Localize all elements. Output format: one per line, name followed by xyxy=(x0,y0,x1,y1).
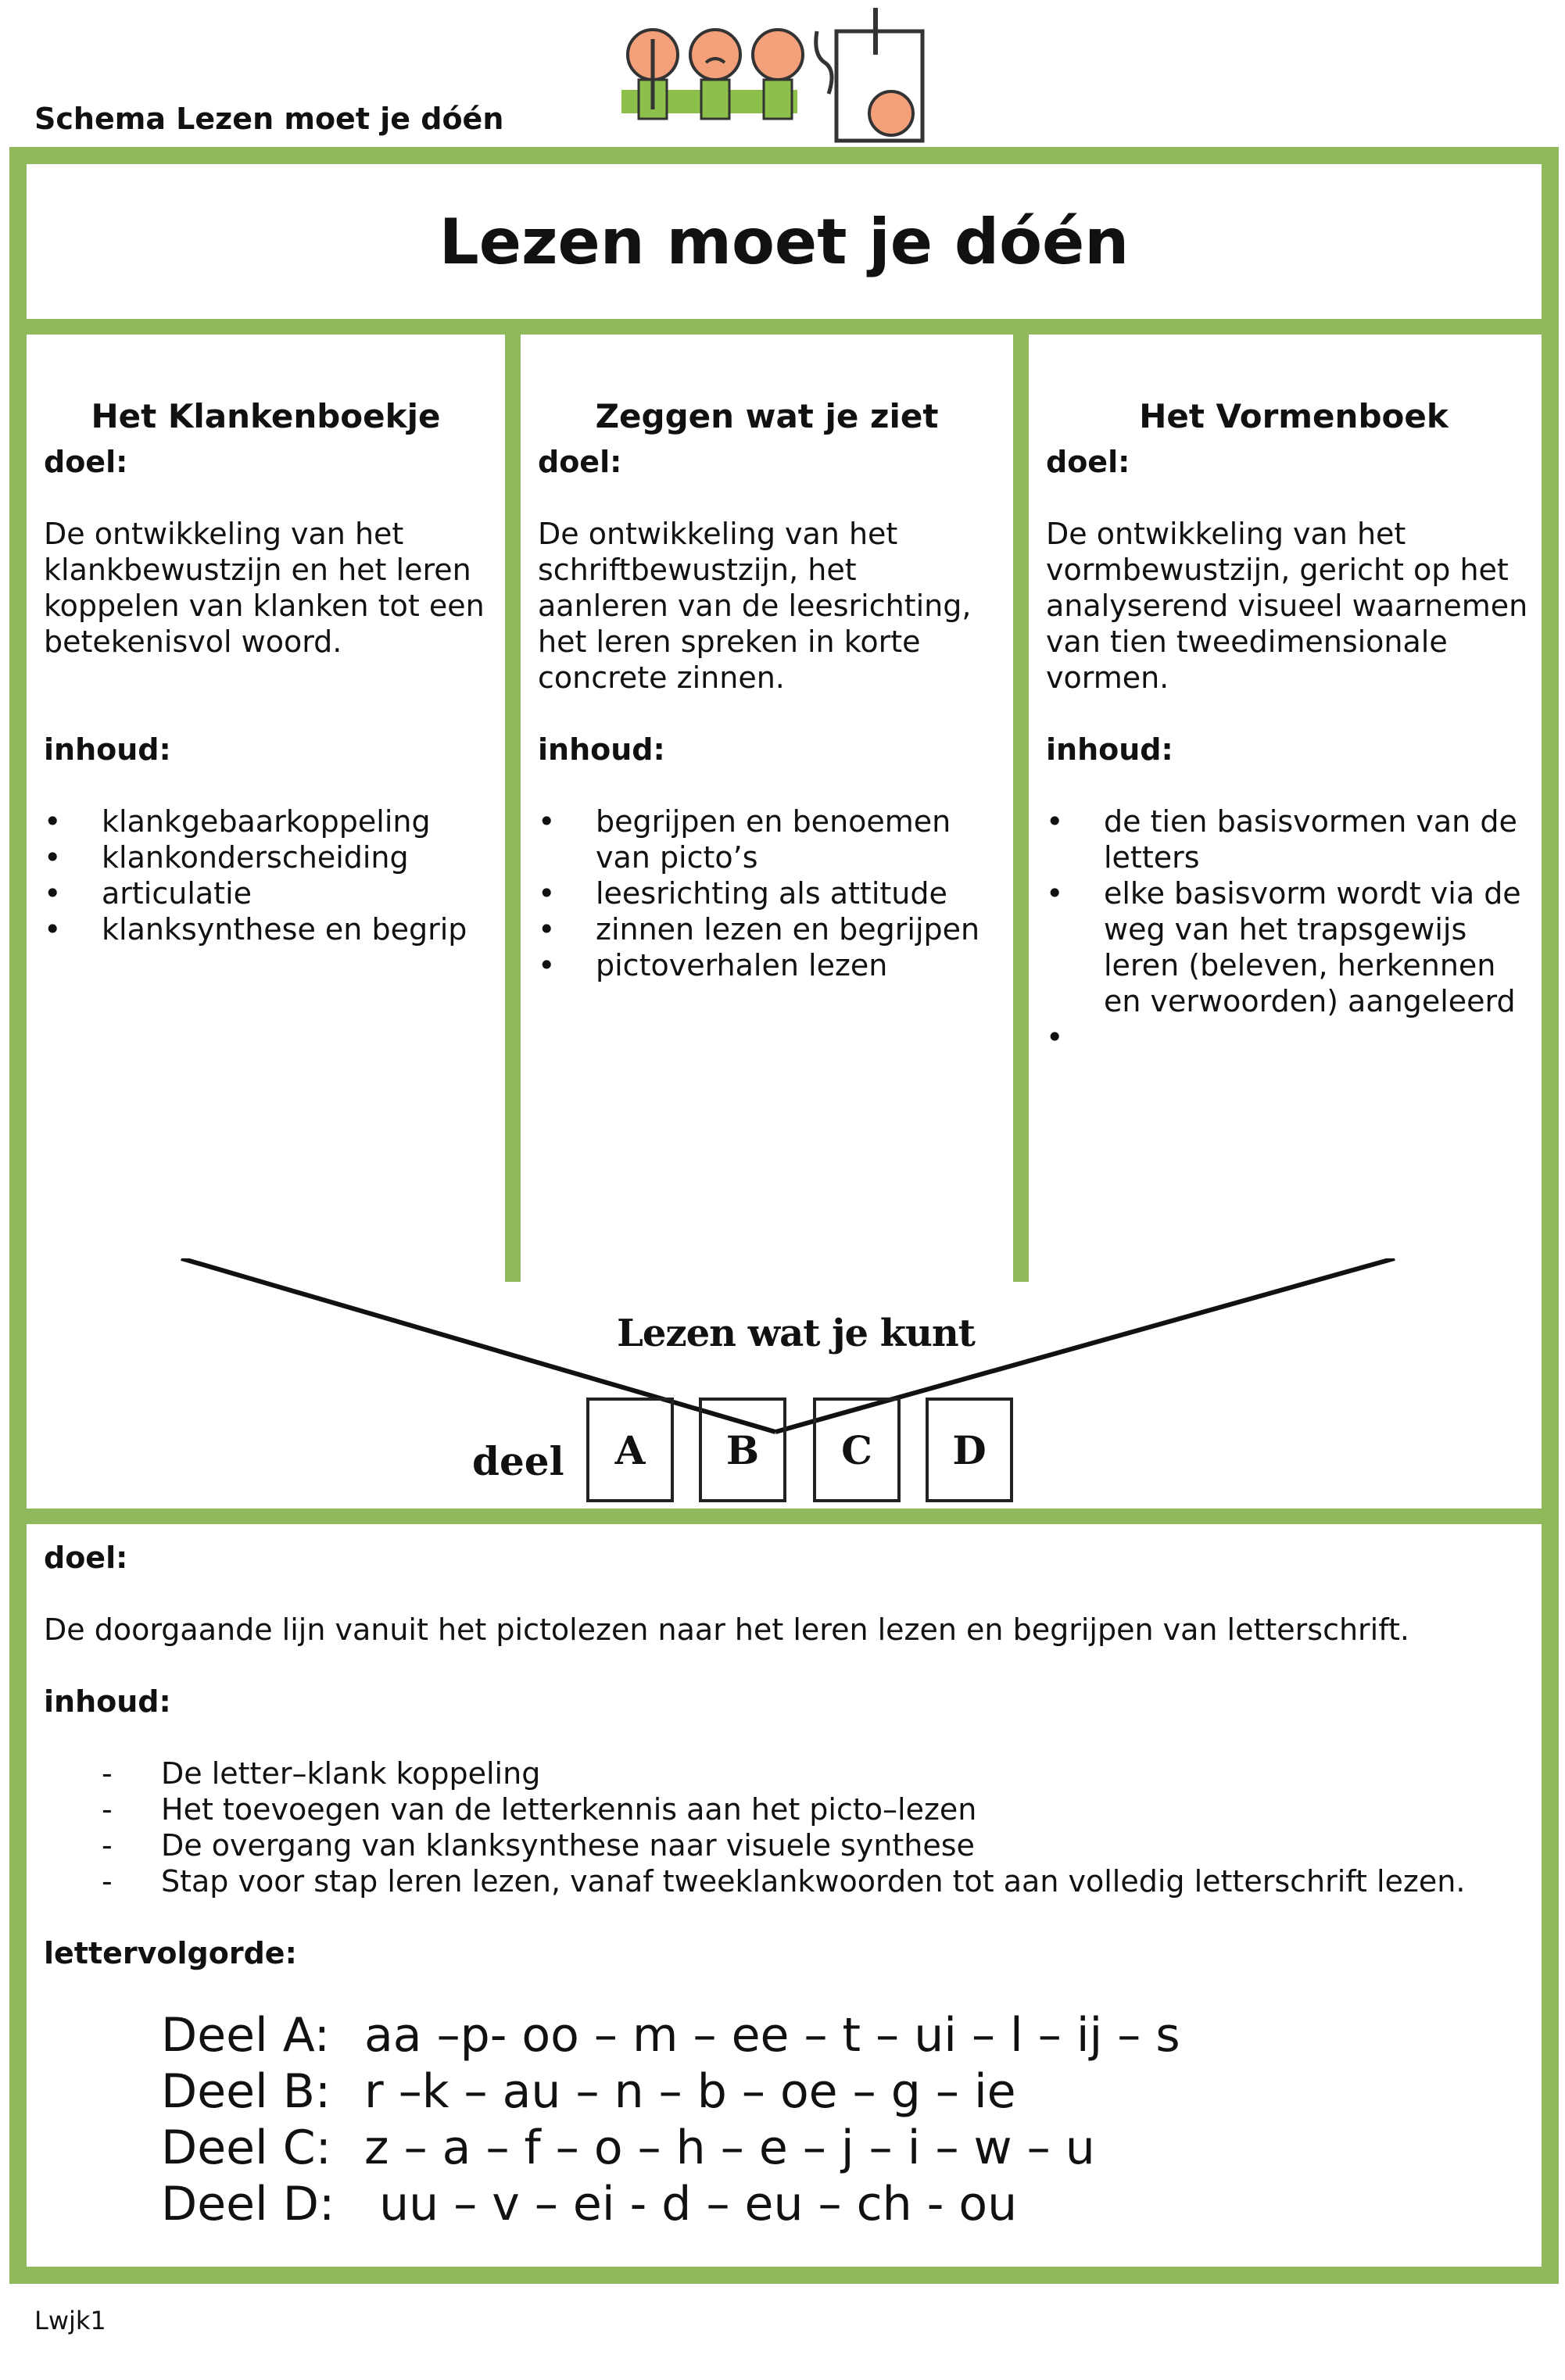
doel-label: doel: xyxy=(538,445,622,479)
deel-letters: aa –p- oo – m – ee – t – ui – l – ij – s xyxy=(364,2008,1180,2063)
deel-letters: uu – v – ei - d – eu – ch - ou xyxy=(364,2177,1018,2231)
deel-name: Deel B: xyxy=(161,2064,331,2119)
list-item: • klankonderscheiding xyxy=(44,839,488,875)
doel-text: De ontwikkeling van het schriftbewustzijn, het aanleren van de leesrichting, het leren spreken in korte concrete zinnen. xyxy=(538,517,972,695)
column-heading: Het Klankenboekje xyxy=(91,397,441,435)
inhoud-list xyxy=(44,1755,1524,1899)
column-vormenboek xyxy=(1029,335,1559,1280)
list-item: - Het toevoegen van de letterkennis aan het picto–lezen xyxy=(44,1791,1524,1827)
list-item: • articulatie xyxy=(44,875,488,911)
column-klankenboekje xyxy=(27,335,505,1280)
list-item: • de tien basisvormen van de letters xyxy=(1046,803,1542,875)
deel-name: Deel C: xyxy=(161,2121,331,2175)
letter-order-row xyxy=(161,2007,1524,2063)
list-item: • zinnen lezen en begrijpen xyxy=(538,911,996,947)
schema-frame xyxy=(9,147,1559,2284)
deel-name: Deel A: xyxy=(161,2008,330,2063)
list-item: • leesrichting als attitude xyxy=(538,875,996,911)
inhoud-label: inhoud: xyxy=(44,732,171,767)
list-item: • pictoverhalen lezen xyxy=(538,947,996,983)
deel-box-b: B xyxy=(699,1398,786,1502)
inhoud-label: inhoud: xyxy=(538,732,665,767)
column-divider xyxy=(1013,335,1029,1282)
list-item: - De letter–klank koppeling xyxy=(44,1755,1524,1791)
list-item xyxy=(1046,1019,1542,1055)
document-header-label: Schema Lezen moet je dóén xyxy=(34,102,504,136)
column-heading: Het Vormenboek xyxy=(1139,397,1449,435)
list-item: - Stap voor stap leren lezen, vanaf tweeklankwoorden tot aan volledig letterschrift lezen. xyxy=(44,1863,1524,1899)
doel-text: De doorgaande lijn vanuit het pictolezen naar het leren lezen en begrijpen van letterschrift. xyxy=(44,1612,1409,1647)
inhoud-label: inhoud: xyxy=(1046,732,1173,767)
deel-letters: r –k – au – n – b – oe – g – ie xyxy=(364,2064,1016,2119)
deel-label: deel xyxy=(472,1438,564,1484)
deel-box-a: A xyxy=(586,1398,674,1502)
column-heading: Zeggen wat je ziet xyxy=(595,397,939,435)
letter-order-list xyxy=(44,2007,1524,2232)
list-item: • klankgebaarkoppeling xyxy=(44,803,488,839)
inhoud-list xyxy=(44,803,488,947)
doel-label: doel: xyxy=(44,445,128,479)
pictogram-figures-logo-icon xyxy=(621,8,950,145)
doel-text: De ontwikkeling van het vormbewustzijn, gericht op het analyserend visueel waarnemen van tien tweedimensionale vormen. xyxy=(1046,517,1528,695)
column-divider xyxy=(505,335,521,1282)
letter-order-row xyxy=(161,2120,1524,2176)
lezen-wat-je-kunt-title: Lezen wat je kunt xyxy=(617,1312,975,1355)
list-item: • klanksynthese en begrip xyxy=(44,911,488,947)
column-zeggen-wat-je-ziet xyxy=(521,335,1013,1280)
doel-label: doel: xyxy=(44,1541,128,1575)
section-divider xyxy=(27,1509,1542,1524)
funnel-arrow-lines xyxy=(27,1258,1557,1462)
list-item: • elke basisvorm wordt via de weg van het trapsgewijs leren (beleven, herkennen en verwoorden) aangeleerd xyxy=(1046,875,1542,1019)
doel-text: De ontwikkeling van het klankbewustzijn en het leren koppelen van klanken tot een betekenisvol woord. xyxy=(44,517,485,659)
list-item: - De overgang van klanksynthese naar visuele synthese xyxy=(44,1827,1524,1863)
deel-letters: z – a – f – o – h – e – j – i – w – u xyxy=(364,2121,1095,2175)
list-item: • begrijpen en benoemen van picto’s xyxy=(538,803,996,875)
page-title: Lezen moet je dóén xyxy=(439,205,1130,278)
title-band xyxy=(27,164,1542,335)
doel-label: doel: xyxy=(1046,445,1130,479)
lettervolgorde-label: lettervolgorde: xyxy=(44,1936,297,1970)
deel-name: Deel D: xyxy=(161,2177,335,2231)
inhoud-list xyxy=(1046,803,1542,1055)
footer-code: Lwjk1 xyxy=(34,2306,106,2335)
inhoud-list xyxy=(538,803,996,983)
inhoud-label: inhoud: xyxy=(44,1684,171,1719)
letter-order-row xyxy=(161,2063,1524,2120)
letter-order-row xyxy=(161,2176,1524,2232)
bottom-section xyxy=(44,1540,1524,2232)
deel-box-d: D xyxy=(926,1398,1013,1502)
deel-box-c: C xyxy=(813,1398,901,1502)
